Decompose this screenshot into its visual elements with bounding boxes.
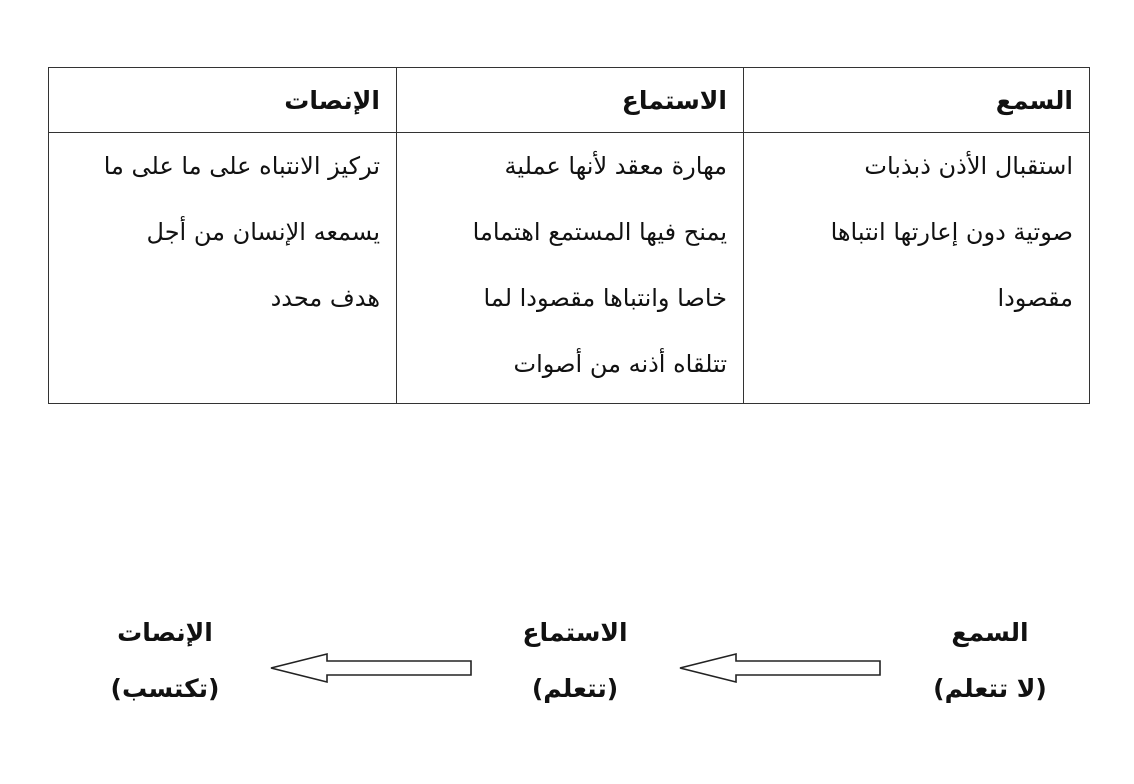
cell-line: يمنح فيها المستمع اهتماما xyxy=(472,218,727,246)
cell-line: خاصا وانتباها مقصودا لما xyxy=(483,284,727,312)
flow-item-listening xyxy=(490,618,660,704)
flow-item-hearing xyxy=(905,618,1075,704)
cell-line: مقصودا xyxy=(997,284,1073,312)
arrow-left-icon xyxy=(676,652,884,684)
flow-note: (لا تتعلم) xyxy=(933,674,1047,703)
cell-line: تتلقاه أذنه من أصوات xyxy=(513,350,727,378)
flow-item-attentive xyxy=(80,618,250,704)
cell-line: استقبال الأذن ذبذبات xyxy=(864,152,1073,180)
flow-note: (تتعلم) xyxy=(531,674,619,703)
header-attentive-listening: الإنصات xyxy=(49,68,397,133)
header-hearing: السمع xyxy=(744,68,1090,133)
table-header-row xyxy=(49,68,1090,133)
cell-line: تركيز الانتباه على ما على ما xyxy=(103,152,380,180)
comparison-table xyxy=(48,67,1090,404)
table-row xyxy=(49,133,1090,404)
flow-term: الاستماع xyxy=(522,618,628,647)
cell-line: يسمعه الإنسان من أجل xyxy=(146,218,380,246)
flow-term: الإنصات xyxy=(117,618,213,647)
flow-term: السمع xyxy=(951,618,1029,647)
header-listening: الاستماع xyxy=(397,68,744,133)
cell-line: مهارة معقد لأنها عملية xyxy=(504,152,727,180)
flow-note: (تكتسب) xyxy=(110,674,220,703)
cell-listening-definition xyxy=(397,133,744,404)
arrow-left-icon xyxy=(267,652,475,684)
cell-line: هدف محدد xyxy=(270,284,380,312)
cell-line: صوتية دون إعارتها انتباها xyxy=(830,218,1073,246)
cell-hearing-definition xyxy=(744,133,1090,404)
cell-attentive-definition xyxy=(49,133,397,404)
